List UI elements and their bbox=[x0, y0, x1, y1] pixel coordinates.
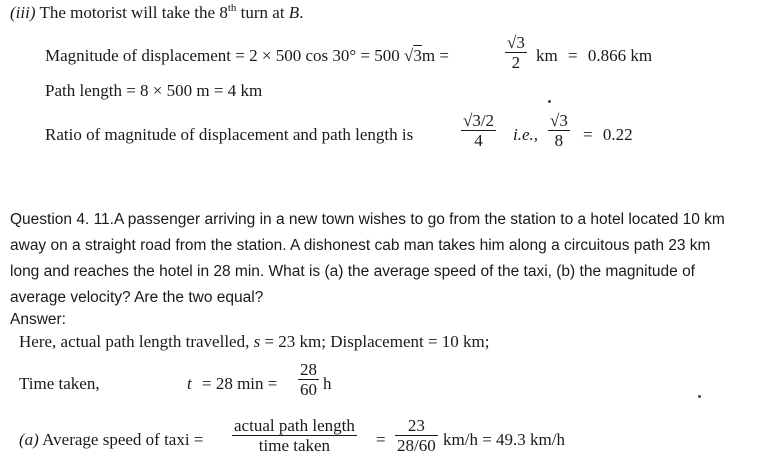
question-line-1: Question 4. 11.A passenger arriving in a new town wishes to go from the station to a hotel located 10 km bbox=[10, 211, 725, 228]
time-fraction: $\frac{28}{60}$ bbox=[300, 360, 317, 399]
ratio-ie: i.e., bbox=[513, 125, 539, 144]
displacement-line: Magnitude of displacement = 2 × 500 cos 30° = 500 √3m = bbox=[45, 46, 449, 65]
avg-speed-result: km/h = 49.3 km/h bbox=[443, 430, 565, 449]
avg-speed-eq: = bbox=[376, 430, 386, 449]
stray-dot-2 bbox=[698, 395, 701, 398]
displacement-fraction: $\frac{√3}{2}$ bbox=[507, 33, 525, 72]
displacement-result: km = 0.866 km bbox=[536, 46, 653, 65]
time-taken-label: Time taken, bbox=[19, 374, 100, 393]
question-line-3: long and reaches the hotel in 28 min. What is (a) the average speed of the taxi, (b) the magnitude of bbox=[10, 263, 695, 280]
time-unit: h bbox=[323, 374, 332, 393]
ratio-line: Ratio of magnitude of displacement and path length is bbox=[45, 125, 414, 144]
time-taken-expr: t = 28 min = bbox=[187, 374, 278, 393]
question-line-2: away on a straight road from the station. A dishonest cab man takes him along a circuitous path 23 km bbox=[10, 237, 711, 254]
ratio-fraction-1: $\frac{√3/2}{4}$ bbox=[463, 111, 495, 150]
avg-speed-label: (a) Average speed of taxi = bbox=[19, 430, 204, 449]
stray-dot bbox=[548, 100, 551, 103]
answer-here-line: Here, actual path length travelled, s = 23 km; Displacement = 10 km; bbox=[19, 332, 490, 351]
ratio-result: = 0.22 bbox=[583, 125, 633, 144]
avg-speed-fraction-2: $\frac{23}{28/60}$ bbox=[397, 416, 436, 455]
answer-label: Answer: bbox=[10, 311, 66, 328]
part-iii-statement: (iii) The motorist will take the 8th turn at B. bbox=[10, 2, 304, 22]
ratio-fraction-2: $\frac{√3}{8}$ bbox=[550, 111, 568, 150]
part-label: (iii) bbox=[10, 3, 36, 22]
path-length-line: Path length = 8 × 500 m = 4 km bbox=[45, 81, 263, 100]
question-line-4: average velocity? Are the two equal? bbox=[10, 289, 264, 306]
question-text bbox=[10, 207, 725, 311]
avg-speed-fraction: actual path length time taken bbox=[234, 416, 355, 455]
